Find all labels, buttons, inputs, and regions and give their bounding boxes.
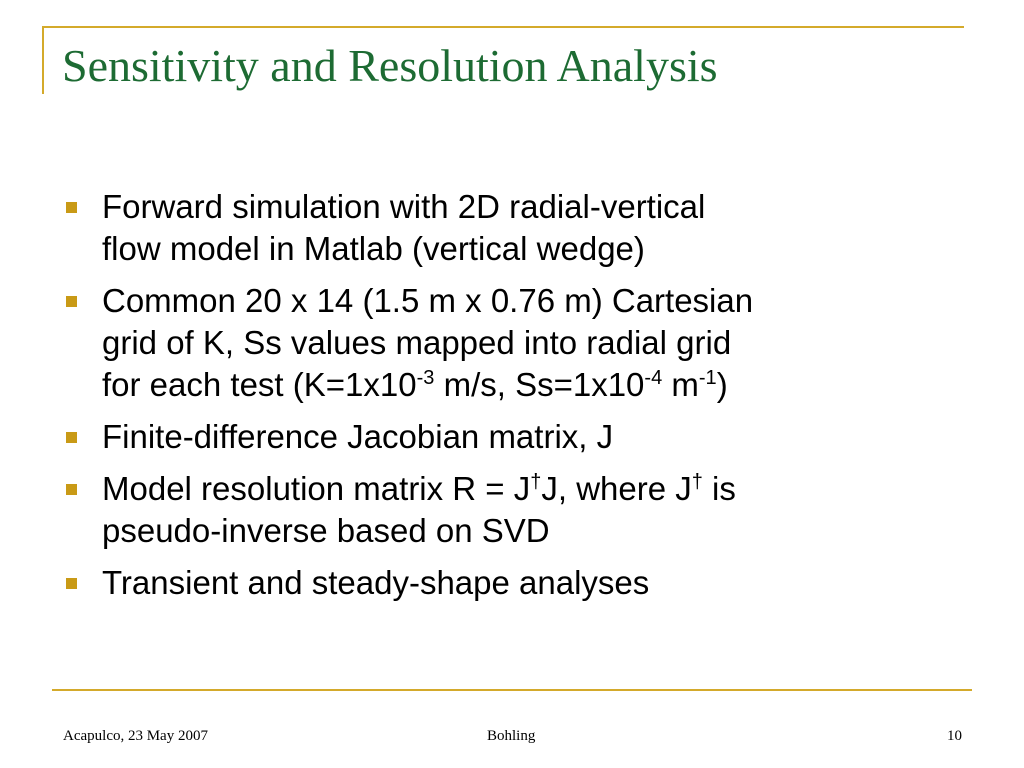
superscript: -4 xyxy=(644,367,663,389)
text-run: Forward simulation with 2D radial-vertical xyxy=(102,188,706,225)
bullet-text xyxy=(102,188,705,267)
text-run: grid of K, Ss values mapped into radial grid xyxy=(102,324,732,361)
text-run: flow model in Matlab (vertical wedge) xyxy=(102,230,645,267)
bullet-text xyxy=(102,470,736,549)
bullet-list xyxy=(64,186,964,614)
superscript: -1 xyxy=(698,367,717,389)
text-run: is xyxy=(702,470,736,507)
square-bullet-icon xyxy=(66,578,77,589)
bullet-item xyxy=(64,562,964,604)
square-bullet-icon xyxy=(66,432,77,443)
bullet-text xyxy=(102,282,753,403)
superscript: † xyxy=(691,471,703,493)
text-run: m/s, Ss=1x10 xyxy=(434,366,645,403)
text-run: Transient and steady-shape analyses xyxy=(102,564,650,601)
superscript: -3 xyxy=(416,367,435,389)
text-run: Common 20 x 14 (1.5 m x 0.76 m) Cartesian xyxy=(102,282,754,319)
text-run: Model resolution matrix R = J xyxy=(102,470,531,507)
title-left-rule xyxy=(42,26,44,94)
footer-rule xyxy=(52,689,972,691)
title-top-rule xyxy=(42,26,964,28)
square-bullet-icon xyxy=(66,484,77,495)
bullet-item xyxy=(64,186,964,270)
text-run: pseudo-inverse based on SVD xyxy=(102,512,550,549)
bullet-text xyxy=(102,564,649,601)
footer-page-number: 10 xyxy=(947,728,962,744)
slide-title: Sensitivity and Resolution Analysis xyxy=(62,40,718,91)
text-run: J, where J xyxy=(541,470,692,507)
superscript: † xyxy=(530,471,542,493)
footer-location-date: Acapulco, 23 May 2007 xyxy=(63,728,208,744)
text-run: ) xyxy=(716,366,728,403)
bullet-item xyxy=(64,280,964,406)
bullet-text xyxy=(102,418,613,455)
square-bullet-icon xyxy=(66,202,77,213)
text-run: m xyxy=(662,366,699,403)
bullet-item xyxy=(64,468,964,552)
bullet-item xyxy=(64,416,964,458)
text-run: for each test (K=1x10 xyxy=(102,366,417,403)
square-bullet-icon xyxy=(66,296,77,307)
footer-author: Bohling xyxy=(487,728,536,744)
text-run: Finite-difference Jacobian matrix, J xyxy=(102,418,614,455)
